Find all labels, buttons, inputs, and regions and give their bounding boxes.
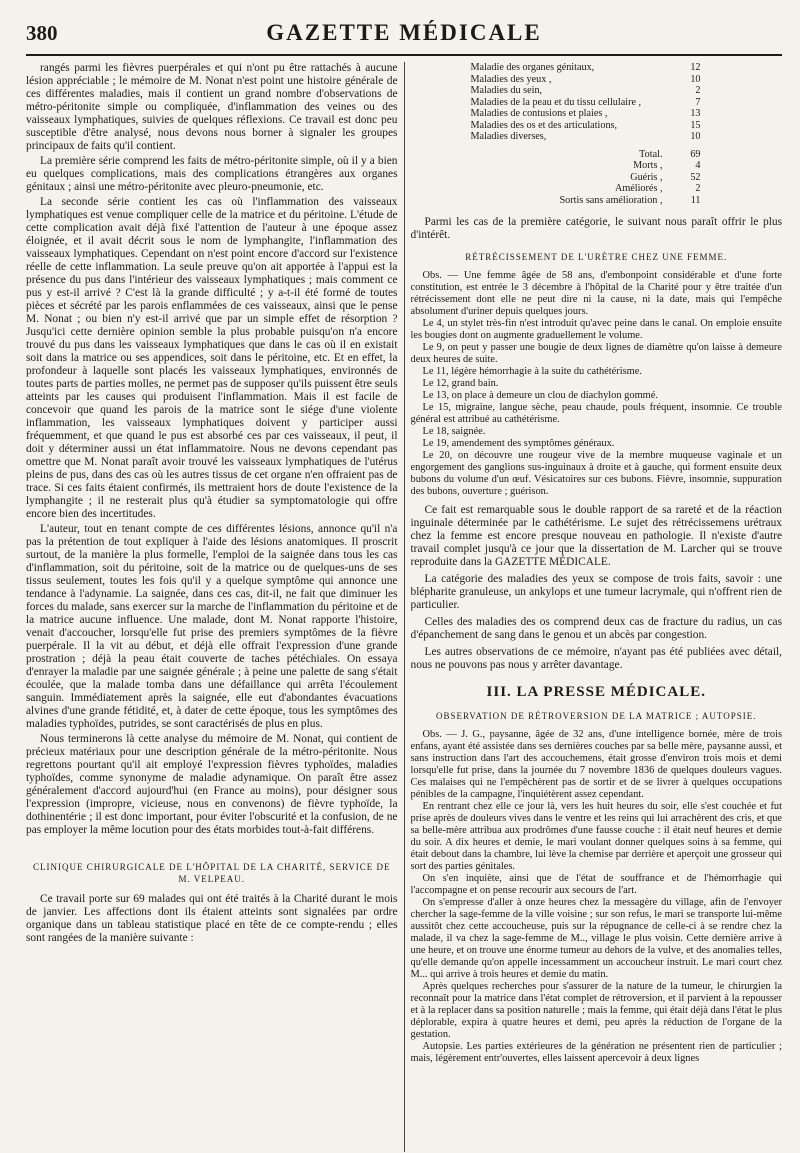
journal-title: GAZETTE MÉDICALE xyxy=(266,20,542,45)
observation-heading: RÉTRÉCISSEMENT DE L'URÈTRE CHEZ UNE FEMME. xyxy=(465,252,728,262)
observation-line: Le 15, migraine, langue sèche, peau chaude, pouls fréquent, insomnie. Ce trouble général est attribué au cathétérisme. xyxy=(410,402,782,425)
total-row: Total. 69 xyxy=(639,148,701,160)
statistics-table xyxy=(411,62,783,206)
stat-row: Maladies des yeux , 10 xyxy=(470,73,701,85)
stat-row: Maladies de contusions et plaies , 13 xyxy=(470,108,701,119)
total-row: Sortis sans amélioration , 11 xyxy=(559,194,701,206)
section-heading: CLINIQUE CHIRURGICALE DE L'HÔPITAL DE LA CHARITÉ, SERVICE DE M. VELPEAU. xyxy=(32,862,391,884)
paragraph: Parmi les cas de la première catégorie, le suivant nous paraît offrir le plus d'intérêt. xyxy=(410,216,782,241)
paragraph: rangés parmi les fièvres puerpérales et qui n'ont pu être rattachés à aucune lésion appréciable ; le mémoire de M. Nonat n'est point une histoire générale de ces différentes maladies, mais il contient un grand nombre d'observations de métro-péritonite simple ou compliquée, d'inflammation des veines ou des vaisseaux lymphatiques, suivies de quelques réflexions. Ce travail est donc peu susceptible d'être analysé, nous devons nous borner à signaler les groupes principaux de faits qu'il contient. xyxy=(26,62,398,152)
observation-paragraph: On s'empresse d'aller à onze heures chez la messagère du village, afin de l'envoyer chercher la sage-femme de la ville voisine ; sur son refus, le mari se transporte lui-même aussitôt chez cette accoucheuse, puis sur la répugnance de celle-ci à se rendre chez la malade, il va chez la sage-femme de M.., village le plus voisin. Cette dernière arrive à une heure, et on trouve une énorme tumeur au dehors de la vulve, et des anomalies telles, qu'elle demande qu'on appelle incessamment un accoucheur instruit. Le mari court chez M... qui arrive à trois heures et demie du matin. xyxy=(410,897,782,980)
observation-paragraph: On s'en inquiète, ainsi que de l'état de souffrance et de l'hémorrhagie qui l'accompagne et on pense recourir aux secours de l'art. xyxy=(410,873,782,896)
part-heading: III. LA PRESSE MÉDICALE. xyxy=(486,684,706,700)
stat-row: Maladies diverses, 10 xyxy=(470,131,701,142)
total-row: Guéris , 52 xyxy=(630,171,701,183)
paragraph: Ce travail porte sur 69 malades qui ont été traités à la Charité durant le mois de janvier. Les affections dont ils étaient atteints sont signalées par ordre organique dans un tableau statistique placé en tête de ce compte-rendu ; elles sont rangées de la manière suivante : xyxy=(26,893,398,944)
observation-paragraph: En rentrant chez elle ce jour là, vers les huit heures du soir, elle s'est couchée et fut prise après de douleurs vives dans le ventre et les reins qui lui arrachèrent des cris, et que sa belle-mère attribua aux prodrômes d'une fausse couche : il était neuf heures et demie du soir. A dix heures et demie, le mari voulant donner quelques soins à sa femme, qui était debout dans la chambre, lui lève la chemise par derrière et aperçoit une grosseur qui sort des parties génitales. xyxy=(410,801,782,872)
observation-line: Le 11, légère hémorrhagie à la suite du cathétérisme. xyxy=(422,366,642,377)
observation-heading: OBSERVATION DE RÉTROVERSION DE LA MATRICE ; AUTOPSIE. xyxy=(436,711,757,721)
stat-row: Maladie des organes génitaux, 12 xyxy=(470,62,701,73)
paragraph: Les autres observations de ce mémoire, n'ayant pas été publiées avec détail, nous ne pouvons pas nous y arrêter davantage. xyxy=(410,646,782,671)
paragraph: La première série comprend les faits de métro-péritonite simple, où il y a bien eu quelques complications, mais des complications étrangères aux organes génitaux ; ainsi une métro-péritonite avec pleuro-pneumonie, etc. xyxy=(26,155,398,193)
observation-line: Le 4, un stylet très-fin n'est introduit qu'avec peine dans le canal. On emploie ensuite les bougies dont on augmente graduellement le volume. xyxy=(410,318,782,341)
paragraph: La catégorie des maladies des yeux se compose de trois faits, savoir : une blépharite granuleuse, un ankylops et une tumeur lacrymale, qui n'offrent rien de particulier. xyxy=(410,573,782,611)
observation-paragraph: Obs. — J. G., paysanne, âgée de 32 ans, d'une intelligence bornée, mère de trois enfans, ayant été assistée dans ses dernières couches par sa belle mère, paysanne aussi, et sans instruction dans l'art des accouchemens, était grosse d'environ trois mois et demi lorsqu'elle fut prise, dans la journée du 7 novembre 1836 de quelques douleurs vagues. Ces malaises qui ne l'empêchèrent pas de sortir et de se livrer à quelques occupations pénibles de la campagne, l'inquiétèrent assez cependant. xyxy=(410,729,782,800)
columns xyxy=(26,62,782,1152)
page-number: 380 xyxy=(26,21,58,45)
observation-line: Le 19, amendement des symptômes généraux. xyxy=(422,438,615,449)
paragraph: Celles des maladies des os comprend deux cas de fracture du radius, un cas d'épanchement de sang dans le genou et un abcès par congestion. xyxy=(410,616,782,641)
observation-paragraph: Autopsie. Les parties extérieures de la génération ne présentent rien de particulier ; mais, légèrement entr'ouvertes, elles laissent apercevoir à deux lignes xyxy=(410,1041,782,1064)
paragraph: Ce fait est remarquable sous le double rapport de sa rareté et de la réaction inguinale déterminée par le cathétérisme. Le sujet des rétrécissemens urétraux chez la femme est encore presque nouveau en pathologie. Il n'existe d'autre travail complet jusqu'à ce jour que la dissertation de M. Larcher qui se trouve reproduite dans la GAZETTE MÉDICALE. xyxy=(410,504,782,568)
page-header xyxy=(26,20,782,56)
stat-row: Maladies du sein, 2 xyxy=(470,85,701,96)
stat-row: Maladies de la peau et du tissu cellulaire , 7 xyxy=(470,96,701,108)
stat-row: Maladies des os et des articulations, 15 xyxy=(470,119,701,131)
observation-line: Le 18, saignée. xyxy=(422,426,486,437)
observation-line: Obs. — Une femme âgée de 58 ans, d'embonpoint considérable et d'une forte constitution, est entrée le 3 décembre à l'hôpital de la Charité pour y être traitée d'un rétrécissement dont elle ne peut dire ni la cause, ni la date, mais qui l'empêche absolument d'uriner depuis quelques jours. xyxy=(410,270,782,317)
observation-line: Le 20, on découvre une rougeur vive de la membre muqueuse vaginale et un engorgement des ganglions sus-inguinaux à droite et à gauche, qui forment ensuite deux bubons du volume d'un œuf. Vésicatoires sur ces bubons. Fièvre, insomnie, suppuration des bubons, ouverture ; guérison. xyxy=(410,450,782,497)
total-row: Morts , 4 xyxy=(633,160,701,171)
paragraph: La seconde série contient les cas où l'inflammation des vaisseaux lymphatiques est venue compliquer celle de la matrice et du péritoine. L'étude de cette complication avait déjà fixé l'attention de l'auteur à une époque assez éloignée, et il avait décrit sous le nom de lymphangite, l'inflammation des vaisseaux lymphatiques. Cependant on n'est point encore d'accord sur l'existence réelle de cette inflammation. La seule preuve qu'on ait apportée à l'appui est la présence du pus dans l'intérieur des vaisseaux lymphatiques ; mais comment ce pus y est-il arrivé ? C'est là la grande difficulté ; y a-t-il été formé de toutes pièces et sécrété par les parois enflammées de ces vaisseaux, ainsi que le pense M. Nonat ; ou bien n'y est-il arrivé que par un simple effet de résorption ? Jusqu'ici cette dernière opinion semble la plus probable puisqu'on n'a encore trouvé du pus dans les vaisseaux lymphatiques que dans le cas où il en existait soit dans la matrice ou ses appendices, soit dans le péritoine, etc. Et en effet, la profondeur à laquelle sont placés les vaisseaux lymphatiques, environnés de toutes parts de parties molles, ne permet pas de supposer qu'ils puissent être seuls atteints par les causes qui produisent l'inflammation. Mais il est facile de concevoir que quand les parois de la matrice sont le siége d'une violente inflammation, les vaisseaux lymphatiques doivent y participer aussi fréquemment, et que quand le pus est absorbé ces par ces vaisseaux, il peut, il doit y déterminer aussi un état inflammatoire. Nous ne devons cependant pas omettre que M. Nonat paraît avoir trouvé les vaisseaux lymphatiques de l'utérus pleins de pus, dans des cas où les autres tissus de cet organe n'en offraient pas de trace. Si ces faits étaient confirmés, ils mettraient hors de doute l'existence de la lymphangite ; il ne resterait plus qu'à étudier sa symptomatologie qui offre encore bien des incertitudes. xyxy=(26,196,398,520)
column-divider xyxy=(404,62,405,1152)
right-column xyxy=(411,62,783,1152)
left-column xyxy=(26,62,398,1152)
observation-line: Le 13, on place à demeure un clou de diachylon gommé. xyxy=(422,390,658,401)
observation-line: Le 9, on peut y passer une bougie de deux lignes de diamètre qu'on laisse à demeure deux heures de suite. xyxy=(410,342,782,365)
observation-line: Le 12, grand bain. xyxy=(422,378,499,389)
paragraph: Nous terminerons là cette analyse du mémoire de M. Nonat, qui contient de précieux matériaux pour une description générale de la métro-péritonite. Nous regrettons pourtant qu'il ait employé l'expression fièvres typhoïdes, maladies typhoïdes, comme synonyme de maladie adynamique. On paraît être assez généralement d'accord aujourd'hui (en France au moins), pour désigner sous l'expression (impropre, vicieuse, nous en convenons) de fièvre typhoïde, la dothinentérie ; il est donc important, pour éviter l'obscurité et la confusion, de ne pas employer la même locution pour des états morbides tout-à-fait différens. xyxy=(26,733,398,836)
paragraph: L'auteur, tout en tenant compte de ces différentes lésions, annonce qu'il n'a pas la prétention de tout expliquer à l'aide des lésions anatomiques. Il proscrit surtout, de la manière la plus formelle, l'emploi de la saignée dans tous les cas d'inflammation, soit du péritoine, soit de la matrice ou de quelques-uns de ses tissus seulement, toutes les fois qu'il y a quelque symptôme qui annonce une tendance à l'adynamie. La saignée, dans ces cas, dit-il, ne fait que diminuer les forces du malade, sans exercer sur la marche de l'inflammation du péritoine et de la matrice aucune influence. Une malade, dont M. Nonat rapporte l'histoire, venait d'accoucher, lorsqu'elle fut prise des premiers symptômes de la fièvre puerpérale. Il la vit au début, et déjà elle offrait l'expression d'une grande prostration ; déjà la peau était couverte de taches pétéchiales. On essaya d'enrayer la maladie par une saignée générale ; à peine une palette de sang s'était écoulée, que la malade tomba dans une défaillance qui arrêta l'écoulement sanguin. Immédiatement après la saignée, elle eut d'abondantes évacuations alvines d'une grande fétidité, et, à dater de cette époque, tous les symptômes des maladies typhoïdes, putrides, se sont caractérisés de plus en plus. xyxy=(26,523,398,730)
total-row: Améliorés , 2 xyxy=(614,183,701,194)
observation-paragraph: Après quelques recherches pour s'assurer de la nature de la tumeur, le chirurgien la reconnaît pour la matrice dans l'état complet de rétroversion, et il parvient à la repousser et à la replacer dans sa position naturelle ; mais la femme, qui était déjà dans l'état le plus déplorable, expira à quatre heures et demi, peu après la réduction de l'organe de la gestation. xyxy=(410,981,782,1040)
